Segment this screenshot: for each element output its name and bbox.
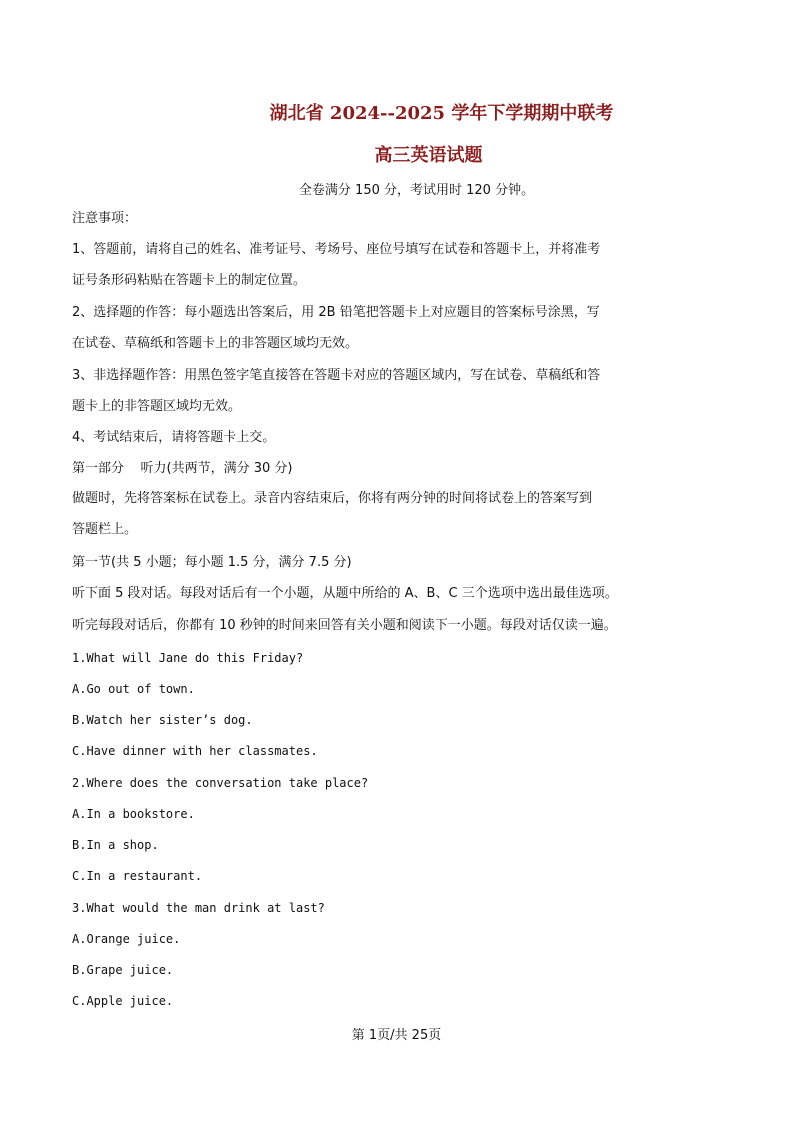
question-1-option-a: A.Go out of town. — [72, 682, 195, 696]
notice-heading: 注意事项： — [72, 211, 138, 226]
notice-item-3-line-2: 题卡上的非答题区域均无效。 — [72, 399, 242, 414]
question-3-option-b: B.Grape juice. — [72, 963, 174, 977]
notice-item-2-line-2: 在试卷、草稿纸和答题卡上的非答题区域均无效。 — [72, 336, 359, 351]
section-1-heading: 第一节(共 5 小题；每小题 1.5 分，满分 7.5 分) — [72, 555, 352, 570]
notice-item-3-line-1: 3、非选择题作答：用黑色签字笔直接答在答题卡对应的答题区域内，写在试卷、草稿纸和答 — [72, 368, 601, 383]
exam-info: 全卷满分 150 分，考试用时 120 分钟。 — [298, 183, 535, 198]
exam-title: 湖北省 2024--2025 学年下学期期中联考 — [269, 103, 614, 124]
question-3-option-a: A.Orange juice. — [72, 932, 181, 946]
notice-item-2-line-1: 2、选择题的作答：每小题选出答案后，用 2B 铅笔把答题卡上对应题目的答案标号涂黑，写 — [72, 305, 600, 320]
section-1-instructions-line-2: 听完每段对话后，你都有 10 秒钟的时间来回答有关小题和阅读下一小题。每段对话仅读一遍。 — [72, 618, 617, 633]
question-3-stem: 3.What would the man drink at last? — [72, 901, 325, 915]
notice-item-1-line-1: 1、答题前，请将自己的姓名、准考证号、考场号、座位号填写在试卷和答题卡上，并将准考 — [72, 242, 601, 257]
question-2-stem: 2.Where does the conversation take place? — [72, 776, 369, 790]
question-1-option-c: C.Have dinner with her classmates. — [72, 744, 318, 758]
question-3-option-c: C.Apple juice. — [72, 994, 174, 1008]
question-2-option-b: B.In a shop. — [72, 838, 159, 852]
page-number: 第 1页/共 25页 — [351, 1028, 442, 1043]
question-2-option-c: C.In a restaurant. — [72, 869, 203, 883]
part-1-instructions-line-1: 做题时，先将答案标在试卷上。录音内容结束后，你将有两分钟的时间将试卷上的答案写到 — [72, 491, 593, 506]
section-1-instructions-line-1: 听下面 5 段对话。每段对话后有一个小题，从题中所给的 A、B、C 三个选项中选出最佳选项。 — [72, 586, 618, 601]
question-1-option-b: B.Watch her sister’s dog. — [72, 713, 253, 727]
part-1-instructions-line-2: 答题栏上。 — [72, 522, 138, 537]
notice-item-4: 4、考试结束后，请将答题卡上交。 — [72, 430, 276, 445]
notice-item-1-line-2: 证号条形码粘贴在答题卡上的制定位置。 — [72, 273, 307, 288]
exam-subject-title: 高三英语试题 — [374, 145, 483, 166]
question-2-option-a: A.In a bookstore. — [72, 807, 195, 821]
part-1-heading: 第一部分 听力(共两节，满分 30 分) — [72, 461, 293, 476]
question-1-stem: 1.What will Jane do this Friday? — [72, 651, 304, 665]
